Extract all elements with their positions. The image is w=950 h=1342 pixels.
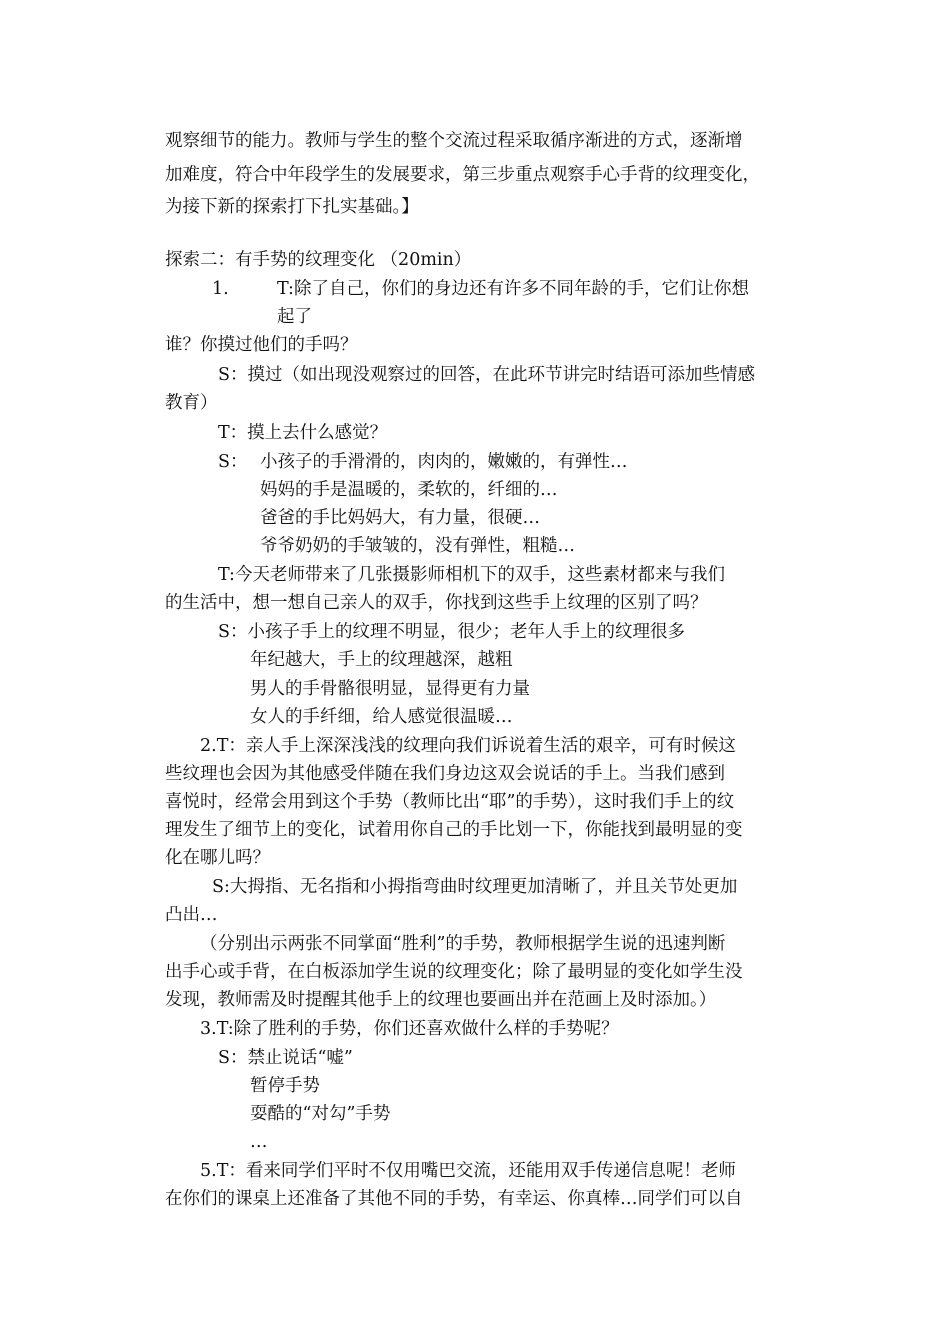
step2-note-line-3: 发现，教师需及时提醒其他手上的纹理也要画出并在范画上及时添加。） [165, 990, 717, 1010]
step2-student-line-1: S:大拇指、无名指和小拇指弯曲时纹理更加清晰了，并且关节处更加 [212, 877, 738, 897]
step2-line-4: 理发生了细节上的变化，试着用你自己的手比划一下，你能找到最明显的变 [165, 820, 743, 840]
step3-student-line-4: … [250, 1132, 268, 1152]
step3-student-line-2: 暂停手势 [250, 1076, 320, 1096]
step1-line-2: 起了 [277, 307, 312, 327]
step2-student-line-2: 凸出… [165, 905, 218, 925]
step2-line-1: 2.T：亲人手上深深浅浅的纹理向我们诉说着生活的艰辛，可有时候这 [200, 736, 736, 756]
student-line-2: 年纪越大，手上的纹理越深，越粗 [250, 650, 513, 670]
step2-line-3: 喜悦时，经常会用到这个手势（教师比出“耶”的手势），这时我们手上的纹 [165, 792, 735, 812]
intro-line-1: 观察细节的能力。教师与学生的整个交流过程采取循序渐进的方式，逐渐增 [165, 131, 743, 151]
step3-student-line-3: 耍酷的“对勾”手势 [250, 1104, 391, 1124]
feel-line-2: 妈妈的手是温暖的，柔软的，纤细的… [260, 480, 558, 500]
step2-note-line-1: （分别出示两张不同掌面“胜利”的手势，教师根据学生说的迅速判断 [200, 934, 726, 954]
step2-line-5: 化在哪儿吗？ [165, 848, 270, 868]
step5-line-2: 在你们的课桌上还准备了其他不同的手势，有幸运、你真棒…同学们可以自 [165, 1189, 743, 1209]
step3-line-1: 3.T:除了胜利的手势，你们还喜欢做什么样的手势呢？ [200, 1019, 619, 1039]
teacher-line-1: T:今天老师带来了几张摄影师相机下的双手，这些素材都来与我们 [218, 565, 725, 585]
student-line-1: S：小孩子手上的纹理不明显，很少；老年人手上的纹理很多 [218, 622, 685, 642]
step2-line-2: 些纹理也会因为其他感受伴随在我们身边这双会说话的手上。当我们感到 [165, 764, 725, 784]
step2-note-line-2: 出手心或手背，在白板添加学生说的纹理变化；除了最明显的变化如学生没 [165, 962, 743, 982]
intro-line-3: 为接下新的探索打下扎实基础。】 [165, 197, 419, 217]
step3-student-line-1: S：禁止说话“嘘” [218, 1048, 353, 1068]
intro-line-2: 加难度，符合中年段学生的发展要求，第三步重点观察手心手背的纹理变化， [165, 165, 760, 185]
student-answer-line-1: S：摸过（如出现没观察过的回答，在此环节讲完时结语可添加些情感 [218, 365, 755, 385]
step1-line-3: 谁？你摸过他们的手吗？ [165, 335, 358, 355]
step1-line-1: T:除了自己，你们的身边还有许多不同年龄的手，它们让你想 [277, 279, 749, 299]
teacher-question: T：摸上去什么感觉？ [218, 423, 388, 443]
student-label: S： [218, 452, 248, 472]
feel-line-1: 小孩子的手滑滑的，肉肉的，嫩嫩的，有弹性… [260, 452, 628, 472]
step5-line-1: 5.T：看来同学们平时不仅用嘴巴交流，还能用双手传递信息呢！老师 [200, 1161, 736, 1181]
student-line-4: 女人的手纤细，给人感觉很温暖… [250, 707, 513, 727]
feel-line-4: 爷爷奶奶的手皱皱的，没有弹性，粗糙… [260, 536, 575, 556]
feel-line-3: 爸爸的手比妈妈大，有力量，很硬… [260, 508, 540, 528]
section-title: 探索二：有手势的纹理变化 （20min） [165, 250, 472, 270]
step1-number: 1. [212, 279, 229, 299]
student-answer-line-2: 教育） [165, 393, 218, 413]
teacher-line-2: 的生活中，想一想自己亲人的双手，你找到这些手上纹理的区别了吗？ [165, 593, 708, 613]
student-line-3: 男人的手骨骼很明显，显得更有力量 [250, 679, 530, 699]
